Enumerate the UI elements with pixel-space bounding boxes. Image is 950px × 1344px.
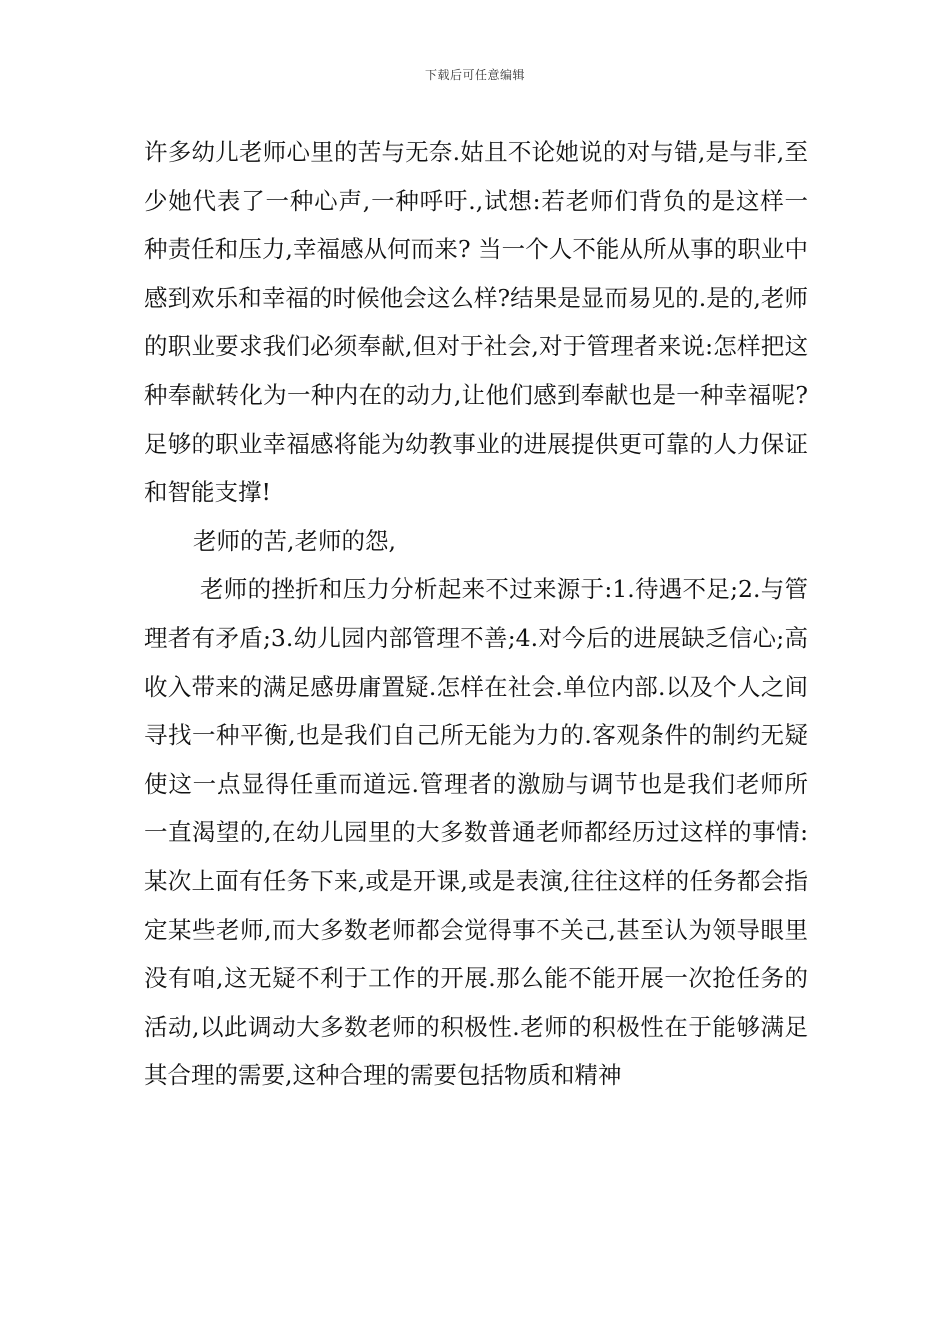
- paragraph-1: 许多幼儿老师心里的苦与无奈.姑且不论她说的对与错,是与非,至少她代表了一种心声,一种呼吁.,试想:若老师们背负的是这样一种责任和压力,幸福感从何而来? 当一个人不能从所从事的职业中感到欢乐和幸福的时候他会这么样?结果是显而易见的.是的,老师的职业要求我们必须奉献,但对于社会,对于管理者来说:怎样把这种奉献转化为一种内在的动力,让他们感到奉献也是一种幸福呢?足够的职业幸福感将能为幼教事业的进展提供更可靠的人力保证和智能支撑!: [144, 138, 808, 507]
- paragraph-2: 老师的苦,老师的怨,: [193, 526, 396, 555]
- paragraph-3: 老师的挫折和压力分析起来不过来源于:1.待遇不足;2.与管理者有矛盾;3.幼儿园内部管理不善;4.对今后的进展缺乏信心;高收入带来的满足感毋庸置疑.怎样在社会.单位内部.以及个人之间寻找一种平衡,也是我们自己所无能为力的.客观条件的制约无疑使这一点显得任重而道远.管理者的激励与调节也是我们老师所一直渴望的,在幼儿园里的大多数普通老师都经历过这样的事情:某次上面有任务下来,或是开课,或是表演,往往这样的任务都会指定某些老师,而大多数老师都会觉得事不关己,甚至认为领导眼里没有咱,这无疑不利于工作的开展.那么能不能开展一次抢任务的活动,以此调动大多数老师的积极性.老师的积极性在于能够满足其合理的需要,这种合理的需要包括物质和精神: [144, 575, 808, 1090]
- page-header: 下载后可任意编辑: [424, 68, 525, 82]
- document-body: [144, 128, 808, 1100]
